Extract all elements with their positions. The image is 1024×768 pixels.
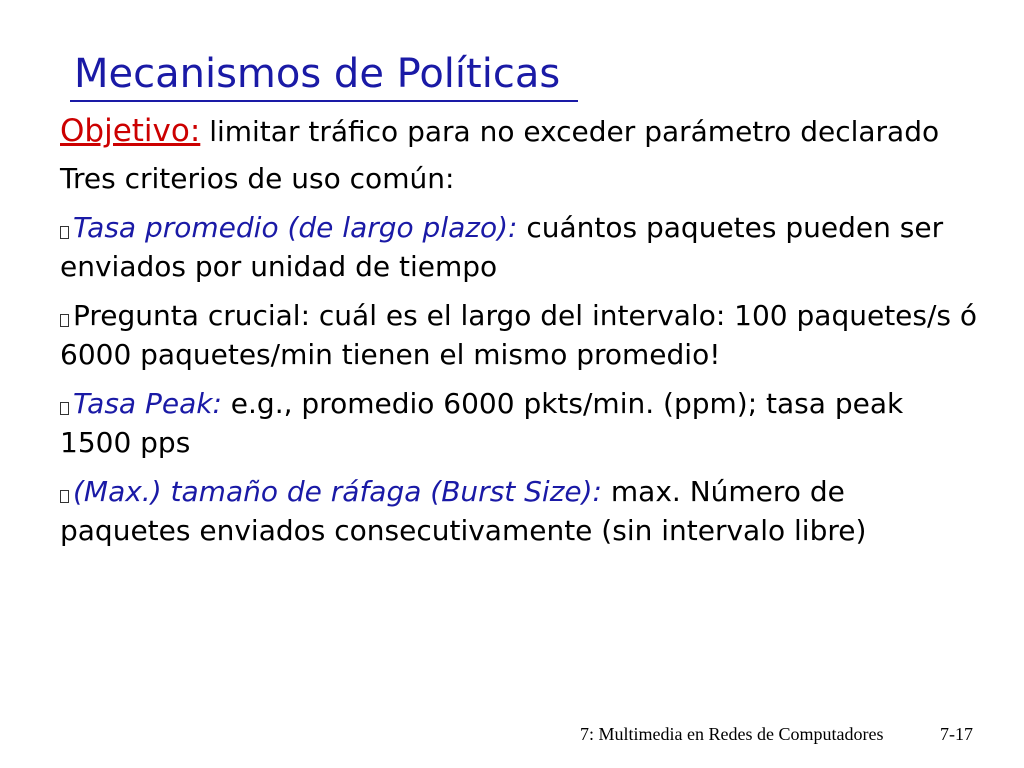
objective-label: Objetivo: xyxy=(60,113,201,149)
missing-glyph-box-icon xyxy=(60,490,69,503)
bullet-term: Tasa Peak: xyxy=(73,387,222,420)
bullet-average-rate xyxy=(60,208,980,286)
bullet-text: cuántos paquetes pueden ser enviados por unidad de tiempo xyxy=(60,211,944,283)
title-underline xyxy=(70,100,578,102)
slide-title: Mecanismos de Políticas xyxy=(74,51,561,97)
objective-line xyxy=(60,112,980,151)
bullet-text: e.g., promedio 6000 pkts/min. (ppm); tasa peak 1500 pps xyxy=(60,387,904,459)
bullet-crucial-question xyxy=(60,296,980,374)
bullet-burst-size xyxy=(60,472,980,550)
objective-text: limitar tráfico para no exceder parámetro declarado xyxy=(200,115,940,148)
footer-course: 7: Multimedia en Redes de Computadores xyxy=(580,724,884,744)
criteria-intro: Tres criterios de uso común: xyxy=(60,162,455,195)
slide-content xyxy=(60,112,980,550)
missing-glyph-box-icon xyxy=(60,402,69,415)
bullet-term: (Max.) tamaño de ráfaga (Burst Size): xyxy=(73,475,602,508)
bullet-peak-rate xyxy=(60,384,980,462)
bullet-text: Pregunta crucial: cuál es el largo del intervalo: 100 paquetes/s ó 6000 paquetes/min tienen el mismo promedio! xyxy=(60,299,978,371)
missing-glyph-box-icon xyxy=(60,314,69,327)
bullet-term: Tasa promedio (de largo plazo): xyxy=(73,211,518,244)
footer-page-number: 7-17 xyxy=(940,724,973,744)
missing-glyph-box-icon xyxy=(60,226,69,239)
bullet-text: max. Número de paquetes enviados consecutivamente (sin intervalo libre) xyxy=(60,475,867,547)
